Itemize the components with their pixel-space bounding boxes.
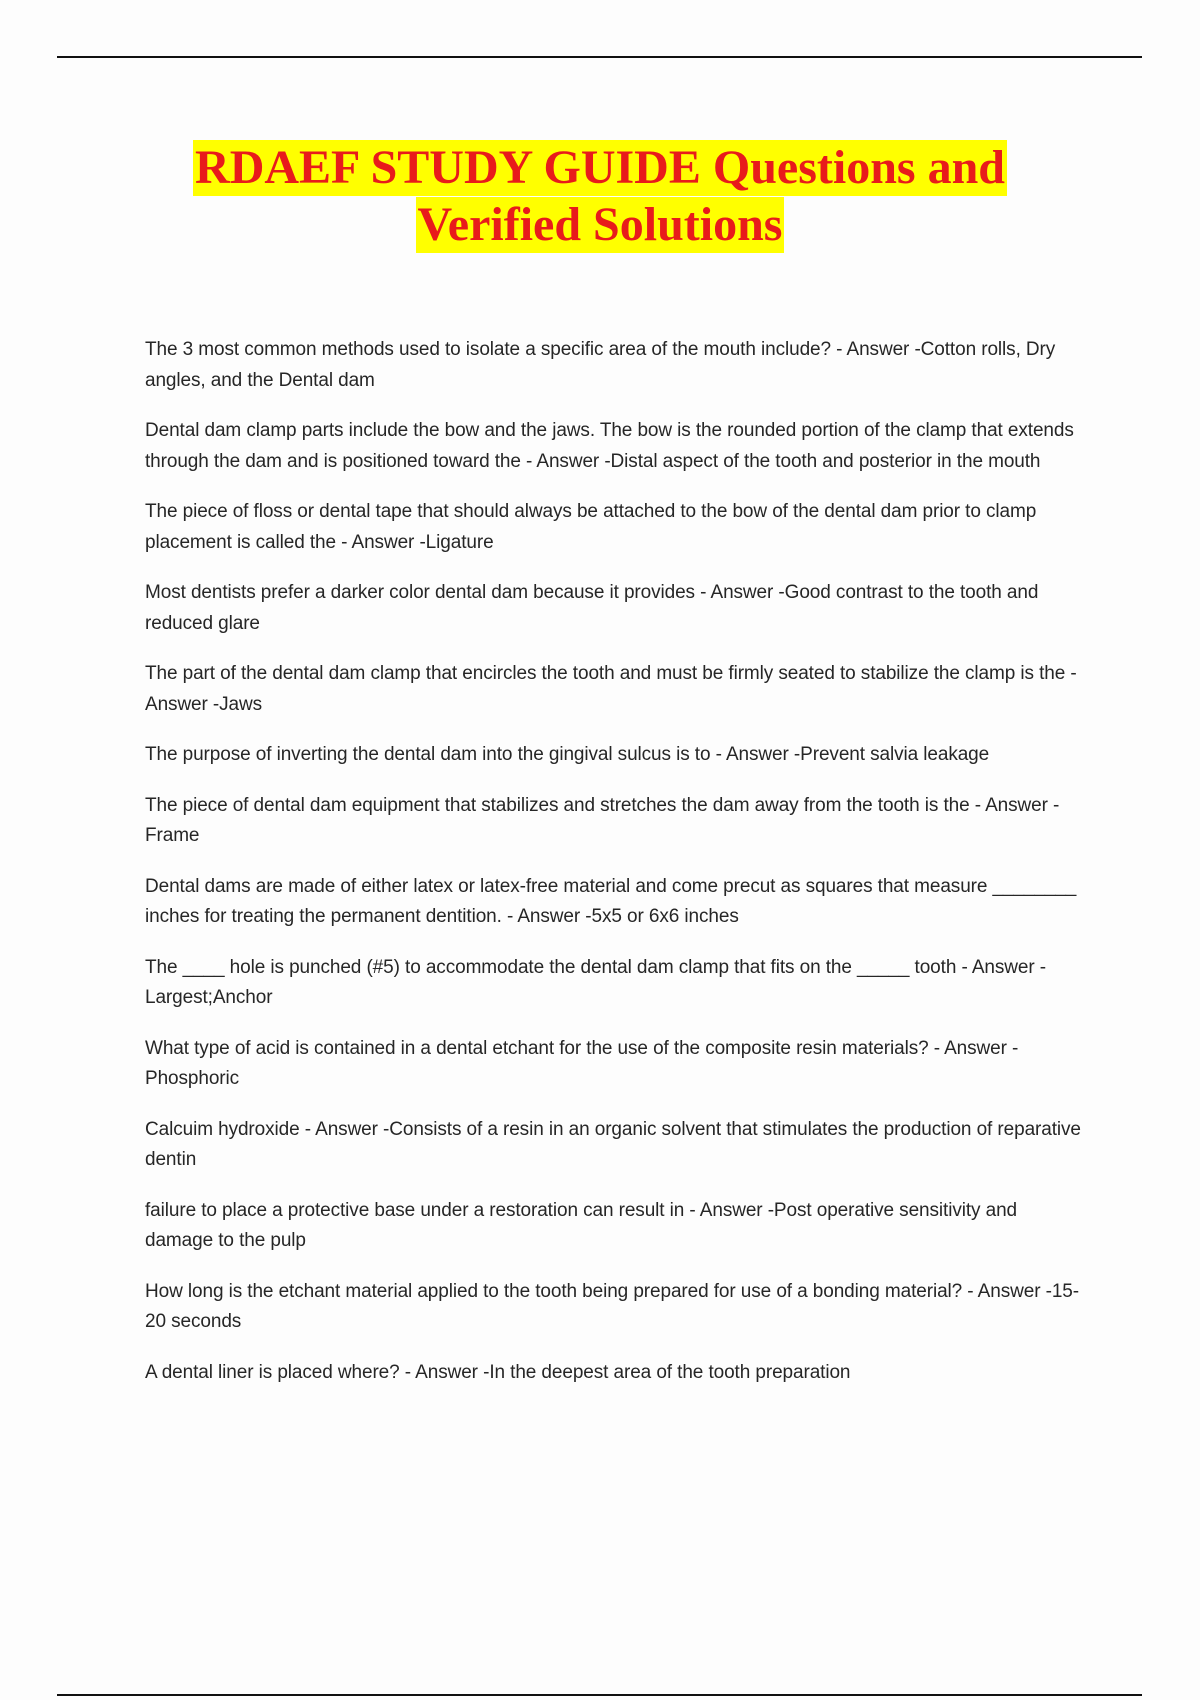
qa-item: The 3 most common methods used to isolate a specific area of the mouth include? - Answer -Cotton rolls, Dry angles, and the Dental dam [145,339,1056,391]
qa-item: A dental liner is placed where? - Answer -In the deepest area of the tooth preparation [145,1361,851,1383]
qa-item: Calcuim hydroxide - Answer -Consists of a resin in an organic solvent that stimulates the production of reparative dentin [145,1118,1081,1170]
qa-item: How long is the etchant material applied to the tooth being prepared for use of a bonding material? - Answer -15-20 seconds [145,1280,1079,1332]
title-line-2: Verified Solutions [417,198,783,251]
top-rule [57,56,1142,58]
qa-item: What type of acid is contained in a dental etchant for the use of the composite resin materials? - Answer -Phosphoric [145,1037,1019,1089]
title-line-1: RDAEF STUDY GUIDE Questions and [195,141,1005,194]
bottom-rule [57,1694,1142,1696]
qa-item: The purpose of inverting the dental dam into the gingival sulcus is to - Answer -Prevent salvia leakage [145,744,990,765]
qa-item: The piece of floss or dental tape that should always be attached to the bow of the dental dam prior to clamp placement is called the - Answer -Ligature [145,501,1037,553]
qa-item: Dental dam clamp parts include the bow and the jaws. The bow is the rounded portion of the clamp that extends through the dam and is positioned toward the - Answer -Distal aspect of the tooth and posterior in the mouth [145,420,1074,472]
qa-item: The part of the dental dam clamp that encircles the tooth and must be firmly seated to stabilize the clamp is the - Answer -Jaws [145,663,1077,715]
qa-item: Most dentists prefer a darker color dental dam because it provides - Answer -Good contrast to the tooth and reduced glare [145,582,1039,634]
qa-item: The ____ hole is punched (#5) to accommodate the dental dam clamp that fits on the _____ tooth - Answer -Largest;Anchor [145,956,1046,1008]
qa-list [145,335,1090,1408]
qa-item: Dental dams are made of either latex or latex-free material and come precut as squares that measure ________ inches for treating the permanent dentition. - Answer -5x5 or 6x6 inches [145,875,1077,927]
qa-item: failure to place a protective base under a restoration can result in - Answer -Post operative sensitivity and damage to the pulp [145,1199,1018,1251]
document-title [0,140,1200,254]
qa-item: The piece of dental dam equipment that stabilizes and stretches the dam away from the tooth is the - Answer -Frame [145,794,1060,846]
